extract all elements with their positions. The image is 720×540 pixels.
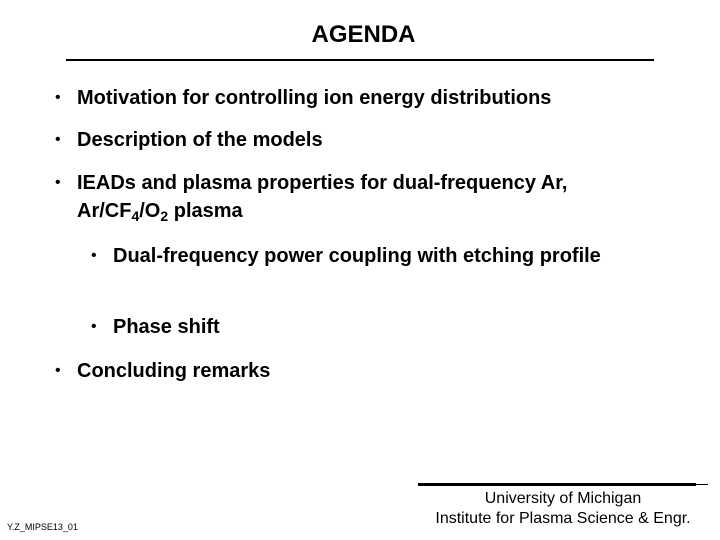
footer-rule [418, 483, 696, 486]
bullet-dot-icon: • [55, 89, 61, 106]
bullet-text: Phase shift [113, 316, 220, 338]
bullet-dot-icon: • [55, 174, 61, 191]
bullet-text: Description of the models [77, 129, 323, 151]
subbullet-dual-frequency [91, 242, 651, 270]
bullet-text-mid: /O [139, 200, 161, 222]
institute-name: Institute for Plasma Science & Engr. [435, 510, 691, 527]
subscript: 4 [131, 208, 140, 224]
slide-title: AGENDA [311, 21, 416, 48]
institution-block [417, 489, 709, 529]
bullet-dot-icon: • [91, 318, 97, 335]
bullet-text: Motivation for controlling ion energy distributions [77, 87, 552, 109]
subbullet-phase-shift [91, 313, 220, 341]
footer-rule-tail [696, 484, 708, 485]
bullet-dot-icon: • [55, 131, 61, 148]
bullet-models [55, 126, 323, 154]
bullet-text-post: plasma [168, 200, 243, 222]
subscript: 2 [160, 208, 169, 224]
bullet-text-line2: Ar/CF [77, 200, 132, 222]
bullet-motivation [55, 84, 551, 112]
bullet-text: Dual-frequency power coupling with etching profile [113, 245, 601, 267]
title-underline [66, 59, 654, 61]
bullet-text [77, 169, 568, 225]
bullet-text-line1: IEADs and plasma properties for dual-frequency Ar, [77, 172, 568, 194]
bullet-concluding [55, 357, 270, 385]
university-name: University of Michigan [484, 490, 642, 507]
slide-id: Y.Z_MIPSE13_01 [7, 522, 78, 532]
bullet-ieads [55, 169, 568, 225]
bullet-dot-icon: • [91, 247, 97, 264]
bullet-text: Concluding remarks [77, 360, 271, 382]
bullet-dot-icon: • [55, 362, 61, 379]
